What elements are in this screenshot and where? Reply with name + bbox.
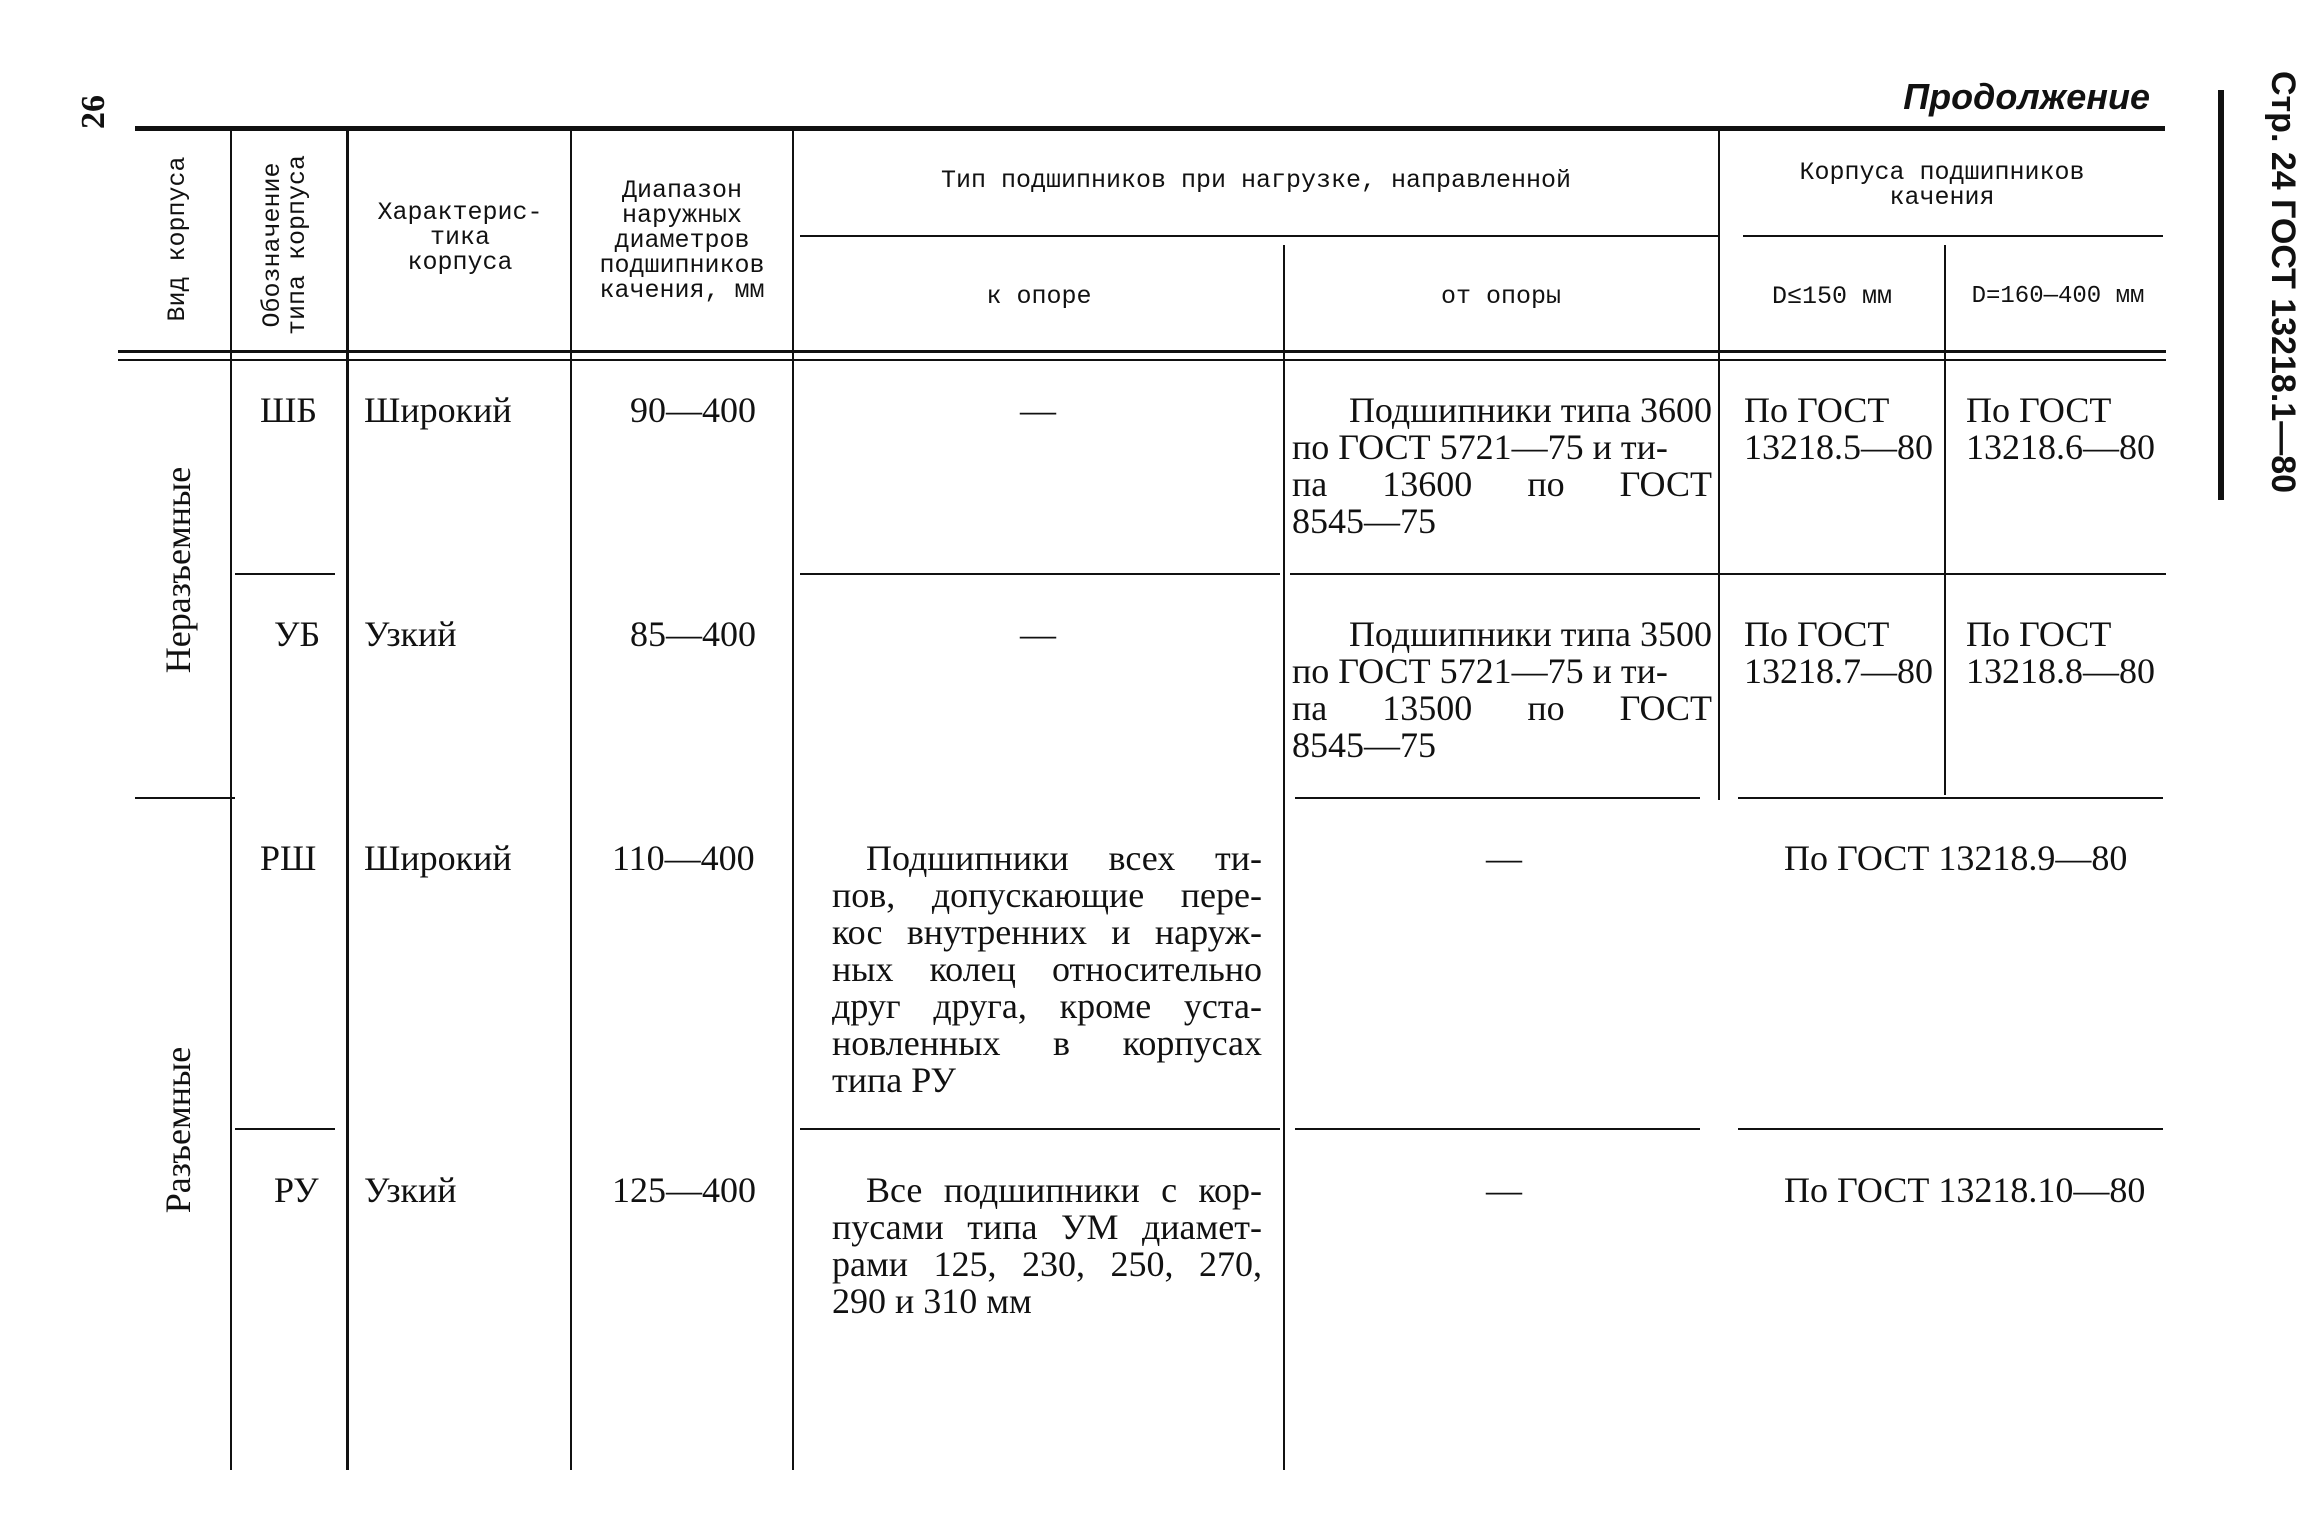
header-toward: к опоре xyxy=(986,282,1092,311)
group-non-split: Неразъемные xyxy=(158,466,198,674)
row-characteristic: Узкий xyxy=(364,614,457,654)
side-caption: Стр. 24 ГОСТ 13218.1—80 xyxy=(2264,70,2302,494)
row-toward: — xyxy=(1020,390,1056,430)
header-bearing-type: Тип подшипников при нагрузке, направленной xyxy=(940,166,1572,195)
row-range: 90—400 xyxy=(630,390,756,430)
header-d-large: D=160—400 мм xyxy=(1971,283,2145,310)
row-d-large: По ГОСТ 13218.6—80 xyxy=(1966,390,2155,467)
header-view: Вид корпуса xyxy=(163,156,192,322)
row-characteristic: Широкий xyxy=(364,390,512,430)
row-toward: Подшипники всех ти- пов, допускающие пере- кос внутренних и наруж- ных колец относительно друг друга, кроме уста- новленных в корпусах типа РУ xyxy=(832,838,1262,1100)
row-away: — xyxy=(1486,838,1522,878)
row-designation: РУ xyxy=(274,1170,319,1210)
row-toward: — xyxy=(1020,614,1056,654)
page-number: 26 xyxy=(75,95,112,129)
group-split: Разъемные xyxy=(158,1046,198,1214)
side-bar xyxy=(2218,90,2224,500)
row-toward: Все подшипники с кор- пусами типа УМ диамет- рами 125, 230, 250, 270, 290 и 310 мм xyxy=(832,1170,1262,1321)
row-d-small: По ГОСТ 13218.7—80 xyxy=(1744,614,1933,691)
row-away: — xyxy=(1486,1170,1522,1210)
header-designation: Обозначение типа корпуса xyxy=(258,154,312,336)
header-range: Диапазон наружных диаметров подшипников качения, мм xyxy=(599,176,765,305)
row-range: 110—400 xyxy=(612,838,755,878)
continuation-label: Продолжение xyxy=(1903,76,2150,117)
row-away: Подшипники типа 3600 по ГОСТ 5721—75 и ти- па 13600 по ГОСТ 8545—75 xyxy=(1292,390,1712,541)
header-d-small: D≤150 мм xyxy=(1771,282,1893,311)
row-designation: УБ xyxy=(274,614,321,654)
header-housings: Корпуса подшипников качения xyxy=(1799,158,2085,212)
row-designation: РШ xyxy=(260,838,317,878)
row-d-large: По ГОСТ 13218.8—80 xyxy=(1966,614,2155,691)
row-away: Подшипники типа 3500 по ГОСТ 5721—75 и ти- па 13500 по ГОСТ 8545—75 xyxy=(1292,614,1712,765)
row-range: 125—400 xyxy=(612,1170,756,1210)
row-characteristic: Узкий xyxy=(364,1170,457,1210)
row-characteristic: Широкий xyxy=(364,838,512,878)
row-designation: ШБ xyxy=(260,390,317,430)
header-away: от опоры xyxy=(1440,282,1562,311)
row-d-small: По ГОСТ 13218.5—80 xyxy=(1744,390,1933,467)
row-housing: По ГОСТ 13218.10—80 xyxy=(1784,1170,2146,1210)
row-range: 85—400 xyxy=(630,614,756,654)
row-housing: По ГОСТ 13218.9—80 xyxy=(1784,838,2128,878)
header-characteristic: Характерис- тика корпуса xyxy=(377,198,543,277)
